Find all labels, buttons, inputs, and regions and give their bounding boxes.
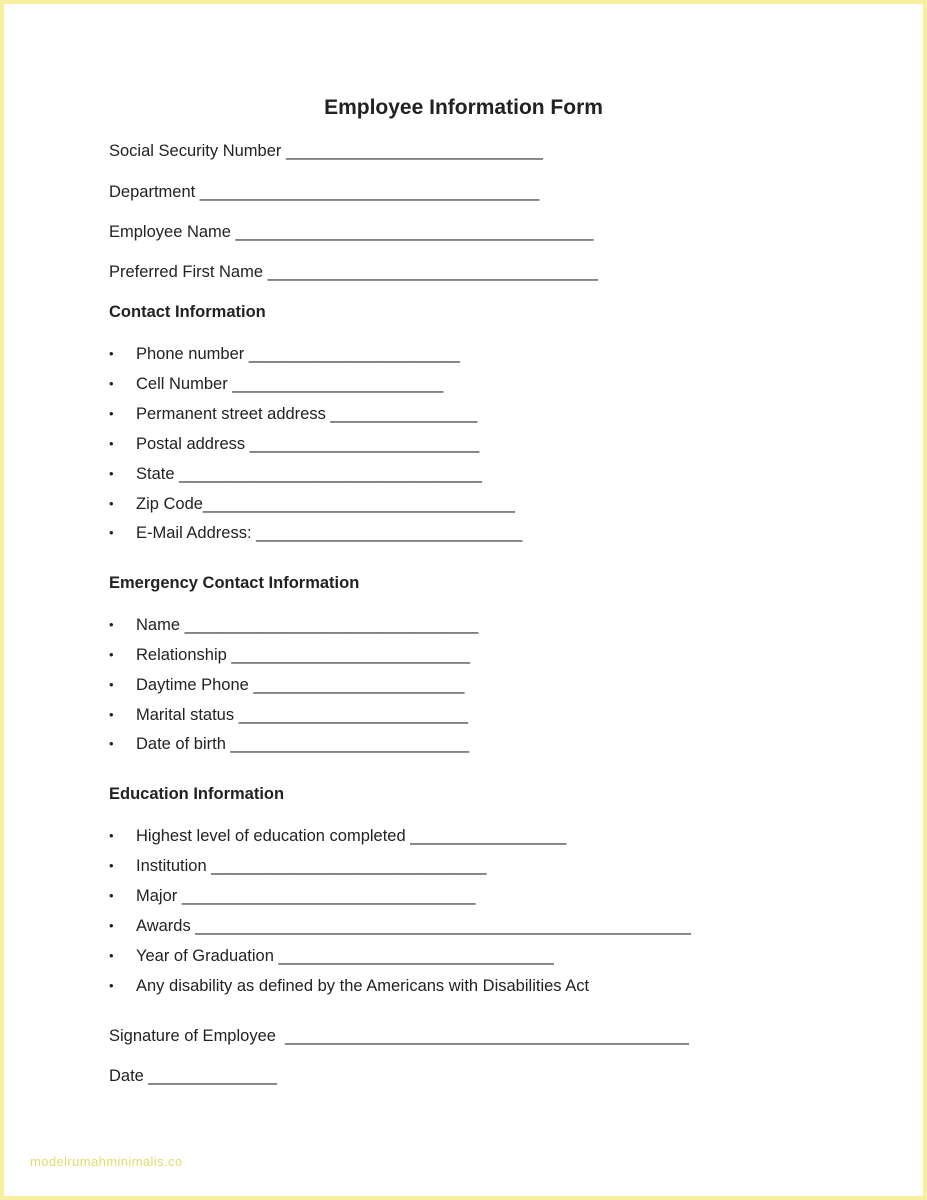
ssn-field[interactable]: Social Security Number ____________________________ xyxy=(109,142,543,160)
cell-number-field[interactable]: Cell Number _______________________ xyxy=(136,375,444,393)
watermark: modelrumahminimalis.co xyxy=(30,1154,183,1169)
bullet-icon: • xyxy=(109,406,114,421)
bullet-icon: • xyxy=(109,677,114,692)
page-title: Employee Information Form xyxy=(324,96,603,119)
bullet-icon: • xyxy=(109,525,114,540)
graduation-year-field[interactable]: Year of Graduation ______________________________ xyxy=(136,947,554,965)
bullet-icon: • xyxy=(109,948,114,963)
zip-code-field[interactable]: Zip Code__________________________________ xyxy=(136,495,515,513)
disability-item: Any disability as defined by the Americans with Disabilities Act xyxy=(136,977,590,995)
email-field[interactable]: E-Mail Address: _____________________________ xyxy=(136,524,523,542)
bullet-icon: • xyxy=(109,707,114,722)
date-of-birth-field[interactable]: Date of birth __________________________ xyxy=(136,735,470,753)
bullet-icon: • xyxy=(109,736,114,751)
signature-field[interactable]: Signature of Employee ____________________________________________ xyxy=(109,1027,689,1045)
bullet-icon: • xyxy=(109,376,114,391)
bullet-icon: • xyxy=(109,496,114,511)
date-field[interactable]: Date ______________ xyxy=(109,1067,277,1085)
awards-field[interactable]: Awards ______________________________________________________ xyxy=(136,917,691,935)
permanent-address-field[interactable]: Permanent street address ________________ xyxy=(136,405,478,423)
marital-status-field[interactable]: Marital status _________________________ xyxy=(136,706,469,724)
employee-name-field[interactable]: Employee Name _______________________________________ xyxy=(109,223,594,241)
major-field[interactable]: Major ________________________________ xyxy=(136,887,476,905)
highest-education-field[interactable]: Highest level of education completed _________________ xyxy=(136,827,567,845)
department-field[interactable]: Department _____________________________________ xyxy=(109,183,540,201)
bullet-icon: • xyxy=(109,858,114,873)
institution-field[interactable]: Institution ______________________________ xyxy=(136,857,487,875)
postal-address-field[interactable]: Postal address _________________________ xyxy=(136,435,480,453)
emergency-heading: Emergency Contact Information xyxy=(109,574,360,592)
emergency-name-field[interactable]: Name ________________________________ xyxy=(136,616,479,634)
phone-number-field[interactable]: Phone number _______________________ xyxy=(136,345,460,363)
relationship-field[interactable]: Relationship __________________________ xyxy=(136,646,470,664)
bullet-icon: • xyxy=(109,346,114,361)
bullet-icon: • xyxy=(109,978,114,993)
contact-heading: Contact Information xyxy=(109,303,266,321)
bullet-icon: • xyxy=(109,436,114,451)
bullet-icon: • xyxy=(109,918,114,933)
daytime-phone-field[interactable]: Daytime Phone _______________________ xyxy=(136,676,465,694)
preferred-first-name-field[interactable]: Preferred First Name ____________________________________ xyxy=(109,263,598,281)
education-heading: Education Information xyxy=(109,785,285,803)
bullet-icon: • xyxy=(109,828,114,843)
bullet-icon: • xyxy=(109,888,114,903)
bullet-icon: • xyxy=(109,647,114,662)
bullet-icon: • xyxy=(109,617,114,632)
state-field[interactable]: State _________________________________ xyxy=(136,465,482,483)
bullet-icon: • xyxy=(109,466,114,481)
